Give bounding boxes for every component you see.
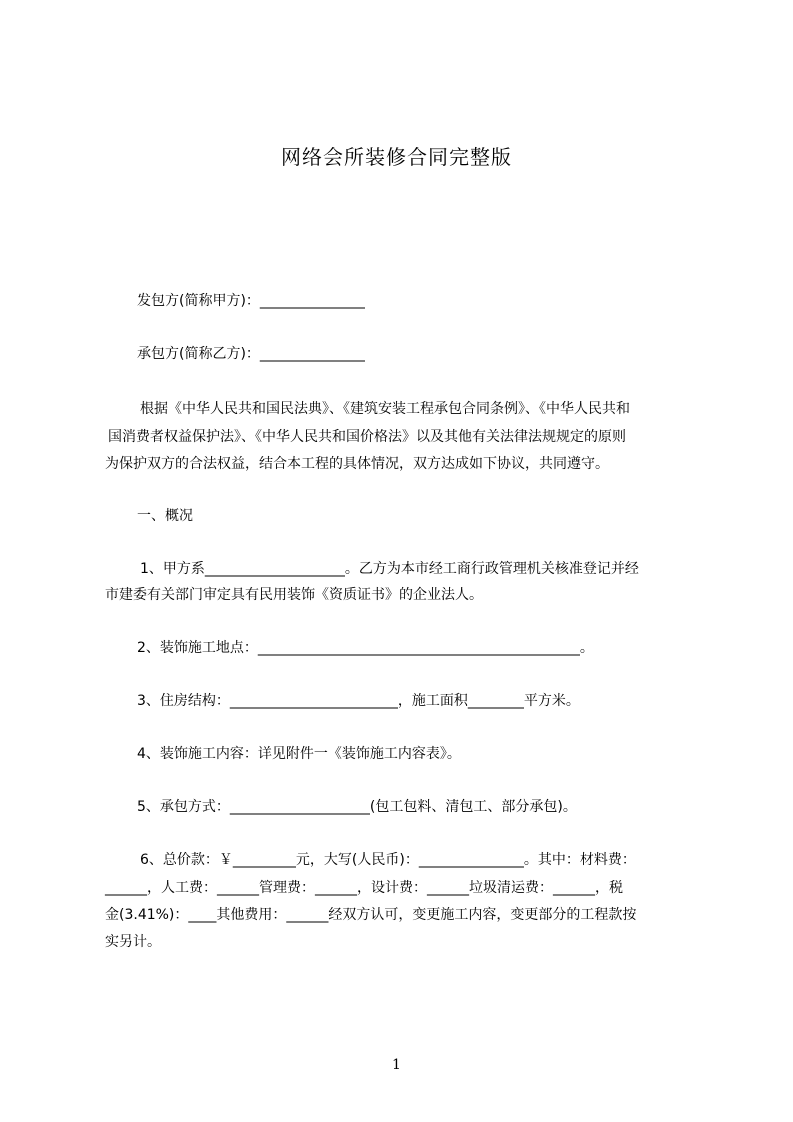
item-3: 3、住房结构：________________________，施工面积________平方米。 <box>137 693 580 709</box>
preamble-line-2: 国消费者权益保护法》、《中华人民共和国价格法》以及其他有关法律法规规定的原则 <box>108 429 626 445</box>
item-1-line-1: 1、甲方系____________________。乙方为本市经工商行政管理机关核准登记并经 <box>140 561 639 577</box>
item-6-line-1: 6、总价款：￥_________元，大写(人民币)：_______________。其中：材料费： <box>140 852 636 868</box>
item-6-line-3: 金(3.41%)：____其他费用：______经双方认可，变更施工内容，变更部分的工程款按 <box>105 907 637 923</box>
party-a-line: 发包方(简称甲方)：_______________ <box>137 293 365 309</box>
preamble-line-1: 根据《中华人民共和国民法典》、《建筑安装工程承包合同条例》、《中华人民共和 <box>140 401 630 417</box>
item-4: 4、装饰施工内容：详见附件一《装饰施工内容表》。 <box>137 746 461 762</box>
item-2: 2、装饰施工地点：______________________________________________。 <box>137 640 594 656</box>
page-number: 1 <box>392 1057 401 1073</box>
item-5: 5、承包方式：____________________(包工包料、清包工、部分承包)。 <box>137 799 577 815</box>
party-b-line: 承包方(简称乙方)：_______________ <box>137 346 365 362</box>
item-6-line-4: 实另计。 <box>105 934 161 950</box>
section-heading: 一、概况 <box>137 508 193 524</box>
item-6-line-2: ______，人工费：______管理费：______，设计费：______垃圾清运费：______，税 <box>105 880 623 896</box>
preamble-line-3: 为保护双方的合法权益，结合本工程的具体情况，双方达成如下协议，共同遵守。 <box>105 456 609 472</box>
document-title: 网络会所装修合同完整版 <box>281 145 512 169</box>
item-1-line-2: 市建委有关部门审定具有民用装饰《资质证书》的企业法人。 <box>105 587 483 603</box>
